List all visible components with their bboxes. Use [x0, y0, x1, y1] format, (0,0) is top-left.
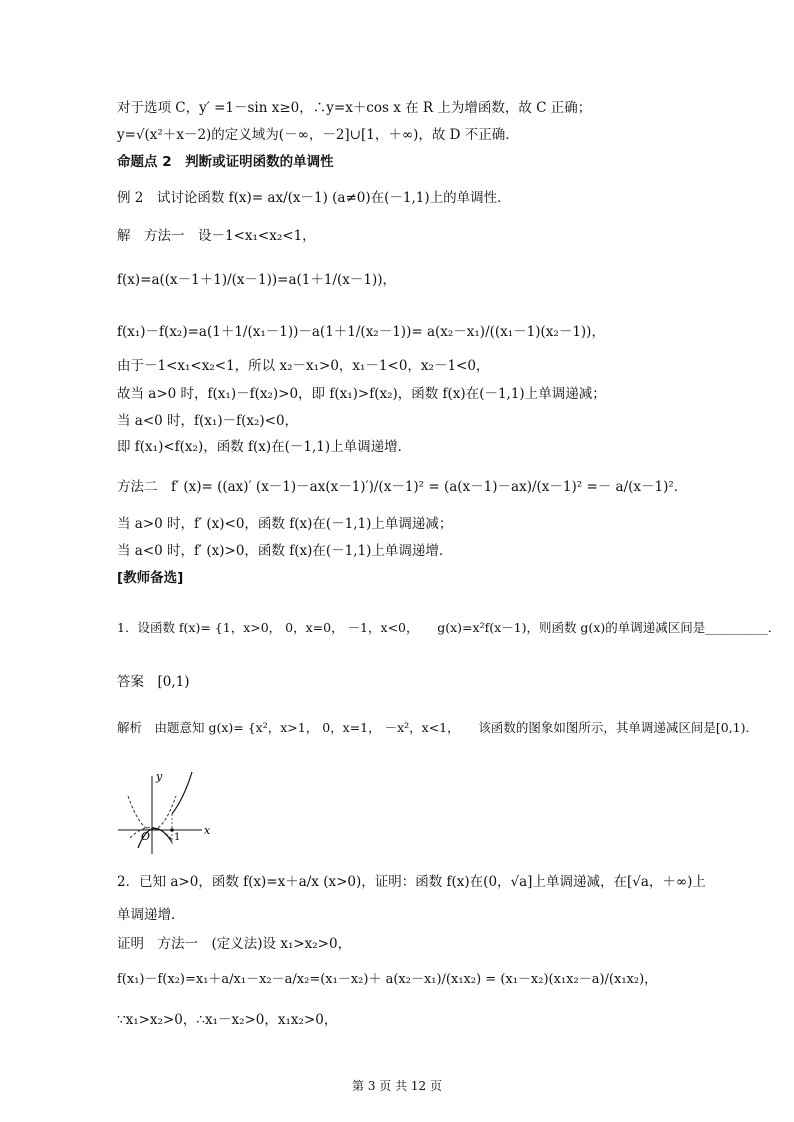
text-line-11: 即 f(x₁)<f(x₂)，函数 f(x)在(－1,1)上单调递增． — [117, 439, 412, 455]
analysis-1: 解析 由题意知 g(x)= {x²，x>1， 0，x=1， －x²，x<1， 该函数的图象如图所示，其单调递减区间是[0,1)． — [117, 720, 759, 735]
question-1: 1．设函数 f(x)= {1，x>0， 0，x=0， －1，x<0， g(x)=x²f(x－1)，则函数 g(x)的单调递减区间是__________． — [117, 620, 781, 635]
teacher-selection-heading: [教师备选] — [117, 570, 184, 586]
text-line-8: 由于－1<x₁<x₂<1，所以 x₂－x₁>0，x₁－1<0，x₂－1<0， — [117, 358, 490, 374]
text-line-13: 当 a>0 时，f′ (x)<0，函数 f(x)在(－1,1)上单调递减； — [117, 516, 453, 532]
curve-x-squared — [172, 772, 192, 814]
answer-1: 答案 [0,1) — [117, 674, 190, 690]
section-heading: 命题点 2 判断或证明函数的单调性 — [117, 154, 334, 170]
text-line-10: 当 a<0 时，f(x₁)－f(x₂)<0， — [117, 413, 299, 429]
text-line-9: 故当 a>0 时，f(x₁)－f(x₂)>0，即 f(x₁)>f(x₂)，函数 f(x)在(－1,1)上单调递减； — [117, 386, 606, 402]
formula-difference: f(x₁)－f(x₂)=a(1＋1/(x₁－1))－a(1＋1/(x₂－1))= a(x₂－x₁)/((x₁－1)(x₂－1))， — [117, 324, 605, 340]
method-2-derivative: 方法二 f′ (x)= ((ax)′ (x－1)－ax(x－1)′)/(x－1)² = (a(x－1)－ax)/(x－1)² =－ a/(x－1)²． — [117, 479, 688, 495]
tick-label-1: 1 — [174, 832, 181, 843]
text-line-14: 当 a<0 时，f′ (x)>0，函数 f(x)在(－1,1)上单调递增． — [117, 543, 453, 559]
question-2: 2．已知 a>0，函数 f(x)=x＋a/x (x>0)，证明：函数 f(x)在(0，√a]上单调递减，在[√a，＋∞)上 — [117, 874, 706, 890]
x-axis-label: x — [204, 824, 211, 837]
origin-label: O — [141, 830, 151, 843]
text-line-2: y=√(x²＋x－2)的定义域为(－∞，－2]∪[1，＋∞)，故 D 不正确． — [117, 127, 519, 143]
page-footer: 第 3 页 共 12 页 — [352, 1079, 442, 1093]
formula-fx: f(x)=a((x－1＋1)/(x－1))=a(1＋1/(x－1))， — [117, 272, 397, 288]
question-2-cont: 单调递增． — [117, 907, 185, 923]
example-2-title: 例 2 试讨论函数 f(x)= ax/(x－1) (a≠0)在(－1,1)上的单调性． — [117, 190, 511, 206]
proof-conclusion: ∵x₁>x₂>0，∴x₁－x₂>0，x₁x₂>0， — [117, 1012, 338, 1028]
proof-method-1: 证明 方法一 (定义法)设 x₁>x₂>0， — [117, 936, 352, 952]
y-axis-label: y — [156, 770, 163, 783]
solution-method-1: 解 方法一 设－1<x₁<x₂<1， — [117, 228, 316, 244]
function-graph — [114, 768, 224, 858]
text-line-1: 对于选项 C，y′ =1－sin x≥0，∴y=x＋cos x 在 R 上为增函数，故 C 正确； — [117, 100, 592, 116]
proof-formula: f(x₁)－f(x₂)=x₁＋a/x₁－x₂－a/x₂=(x₁－x₂)＋ a(x₂－x₁)/(x₁x₂) = (x₁－x₂)(x₁x₂－a)/(x₁x₂)， — [117, 972, 658, 987]
